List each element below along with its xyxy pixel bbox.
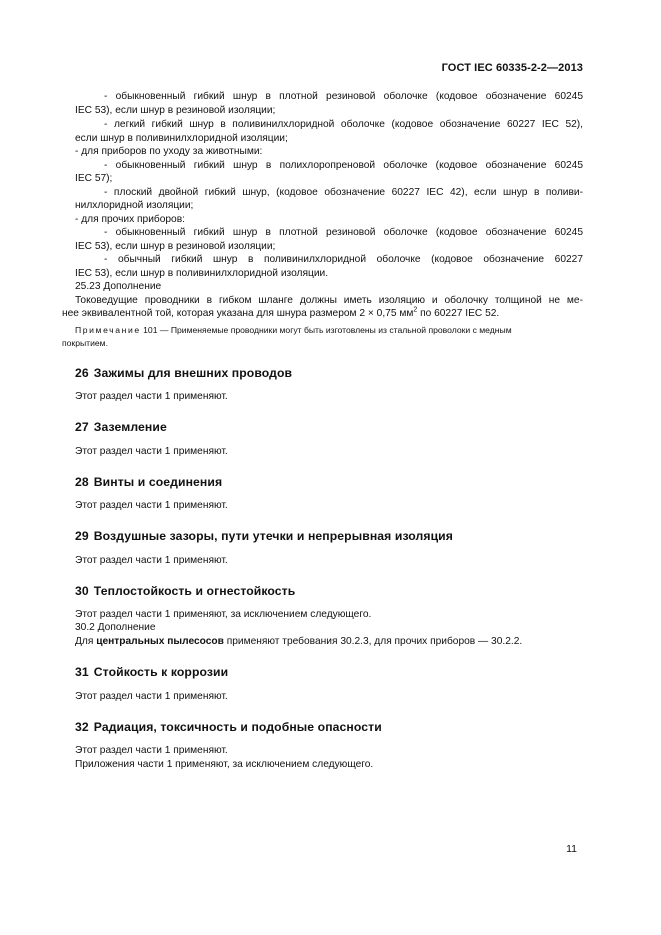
section-28-heading: 28 Винты и соединения — [75, 475, 223, 489]
list-item-line: нилхлоридной изоляции; — [75, 200, 194, 211]
clause-25-23-title: 25.23 Дополнение — [75, 281, 162, 292]
section-30-heading: 30 Теплостойкость и огнестойкость — [75, 584, 296, 598]
list-heading-animals: - для приборов по уходу за животными: — [75, 146, 263, 157]
section-29-text: Этот раздел части 1 применяют. — [75, 555, 228, 566]
clause-30-2-title: 30.2 Дополнение — [75, 622, 156, 633]
note-label: Примечание — [75, 325, 141, 335]
list-heading-other: - для прочих приборов: — [75, 214, 185, 225]
section-32-heading: 32 Радиация, токсичность и подобные опасности — [75, 720, 382, 734]
list-item-line: - легкий гибкий шнур в поливинилхлоридной оболочке (кодовое обозначение 60227 IEC 52), — [104, 119, 583, 130]
list-item-line: IEC 53), если шнур в поливинилхлоридной изоляции. — [75, 268, 329, 279]
clause-30-2-text: Для центральных пылесосов применяют требования 30.2.3, для прочих приборов — 30.2.2. — [75, 636, 523, 647]
page-number: 11 — [566, 843, 577, 855]
section-26-heading: 26 Зажимы для внешних проводов — [75, 366, 293, 380]
section-27-text: Этот раздел части 1 применяют. — [75, 446, 228, 457]
section-32-text: Этот раздел части 1 применяют. — [75, 745, 228, 756]
note-101-cont: покрытием. — [62, 338, 108, 348]
list-item-line: IEC 53), если шнур в резиновой изоляции; — [75, 105, 276, 116]
list-item-line: - обыкновенный гибкий шнур в плотной резиновой оболочке (кодовое обозначение 60245 — [104, 227, 583, 238]
section-28-text: Этот раздел части 1 применяют. — [75, 500, 228, 511]
list-item-line: IEC 53), если шнур в резиновой изоляции; — [75, 241, 276, 252]
section-30-text: Этот раздел части 1 применяют, за исключением следующего. — [75, 609, 372, 620]
list-item-line: - обыкновенный гибкий шнур в плотной резиновой оболочке (кодовое обозначение 60245 — [104, 91, 583, 102]
section-27-heading: 27 Заземление — [75, 420, 167, 434]
list-item-line: - обыкновенный гибкий шнур в полихлоропреновой оболочке (кодовое обозначение 60245 — [104, 160, 583, 171]
list-item-line: IEC 57); — [75, 173, 113, 184]
section-26-text: Этот раздел части 1 применяют. — [75, 391, 228, 402]
clause-25-23-text-cont: нее эквивалентной той, которая указана для шнура размером 2 × 0,75 $мм^2$ по 60227 IEC 52. — [62, 306, 500, 319]
note-101: Примечание 101 — Применяемые проводники могут быть изготовлены из стальной проволоки с медным — [75, 325, 512, 335]
clause-25-23-text: Токоведущие проводники в гибком шланге должны иметь изоляцию и оболочку толщиной не ме- — [75, 295, 583, 306]
section-32-text-2: Приложения части 1 применяют, за исключением следующего. — [75, 759, 374, 770]
section-31-heading: 31 Стойкость к коррозии — [75, 665, 229, 679]
section-29-heading: 29 Воздушные зазоры, пути утечки и непрерывная изоляция — [75, 529, 453, 543]
list-item-line: - обычный гибкий шнур в поливинилхлоридной оболочке (кодовое обозначение 60227 — [104, 254, 583, 265]
list-item-line: - плоский двойной гибкий шнур, (кодовое обозначение 60227 IEC 42), если шнур в поливи- — [104, 187, 583, 198]
section-31-text: Этот раздел части 1 применяют. — [75, 691, 228, 702]
list-item-line: если шнур в поливинилхлоридной изоляции; — [75, 133, 288, 144]
document-header: ГОСТ IEC 60335-2-2—2013 — [441, 62, 583, 74]
